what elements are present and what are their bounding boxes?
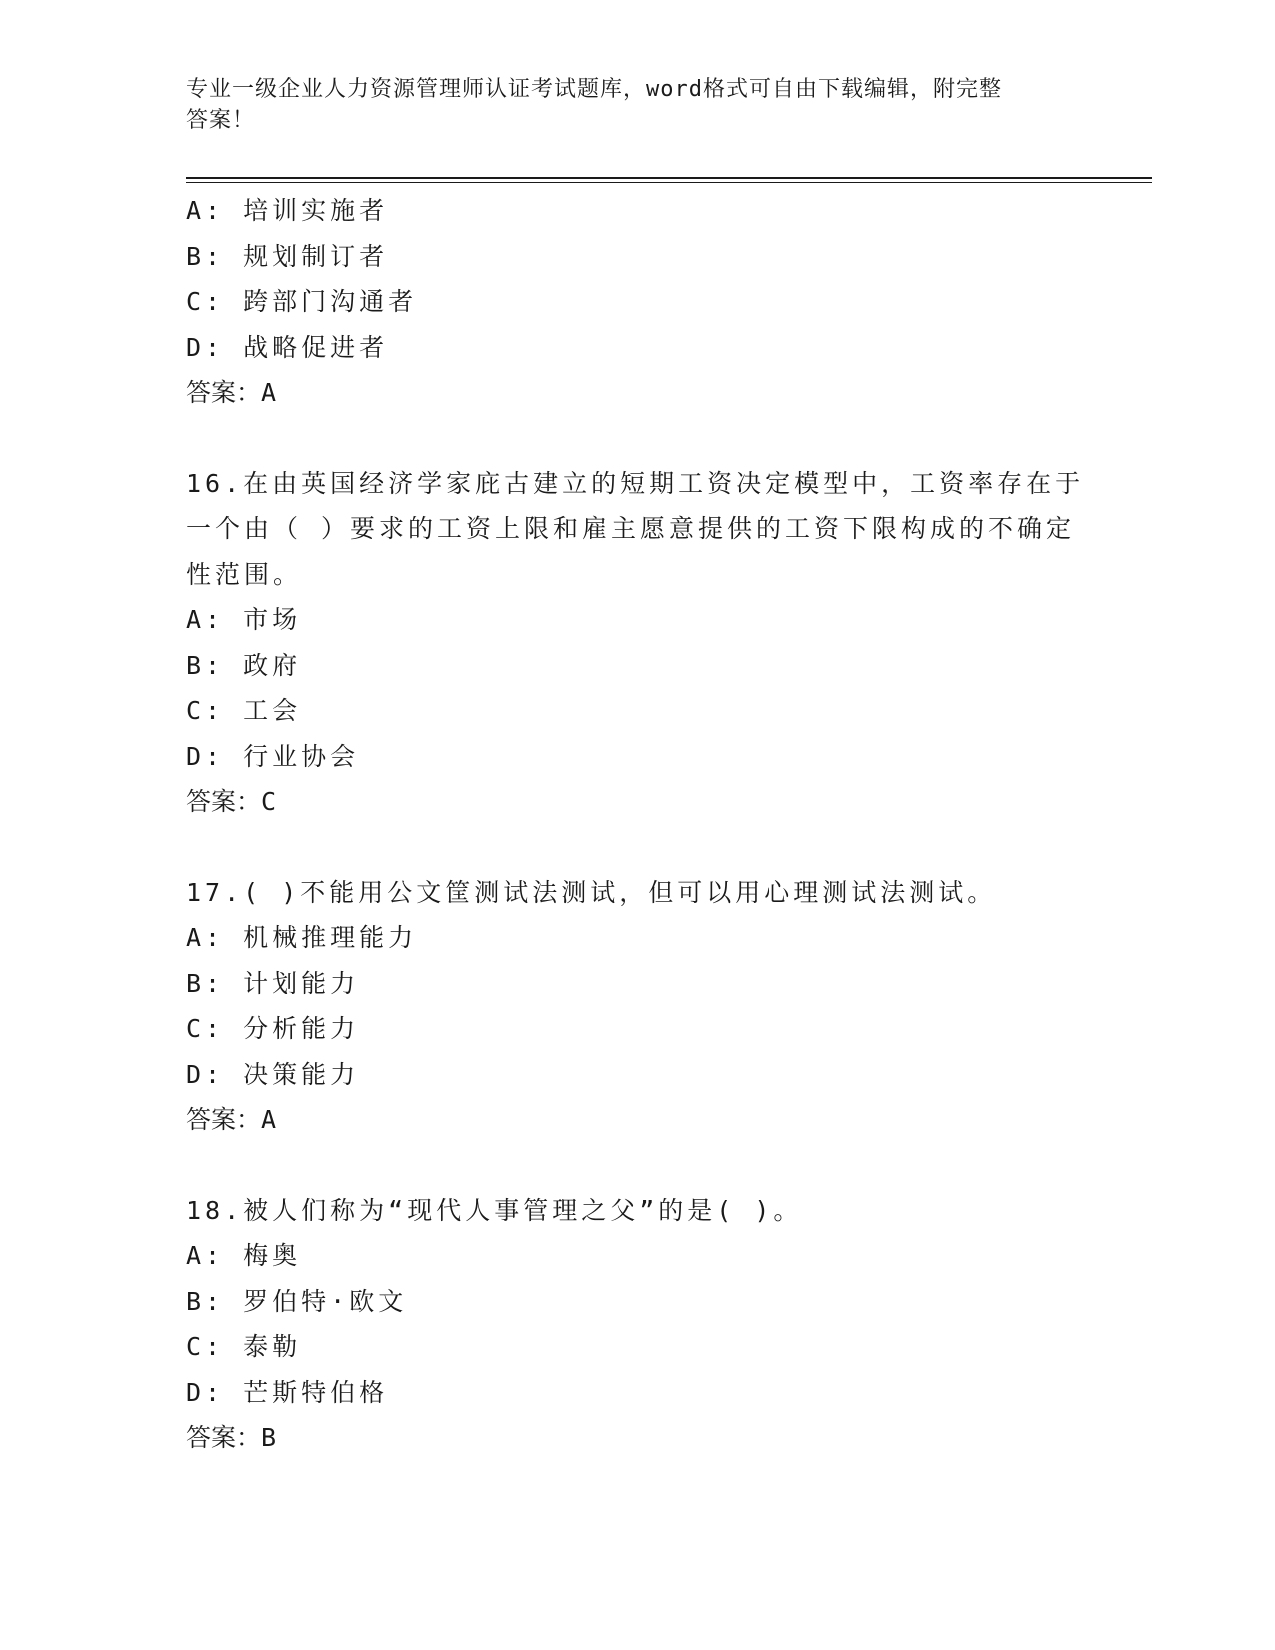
option-a: A: 梅奥 (186, 1241, 302, 1270)
question-17 (186, 870, 1086, 1143)
option-c: C: 泰勒 (186, 1332, 302, 1361)
question-stem-line-1: 17.( )不能用公文筐测试法测试，但可以用心理测试法测试。 (186, 877, 997, 907)
answer-label: 答案： (186, 1105, 262, 1134)
question-16 (186, 461, 1086, 825)
option-b: B: 政府 (186, 650, 302, 680)
question-18 (186, 1188, 1086, 1461)
option-d: D: 战略促进者 (186, 332, 389, 362)
option-b: B: 罗伯特·欧文 (186, 1286, 408, 1316)
answer-line (186, 1097, 1086, 1143)
question-list (186, 188, 1086, 1461)
question-stem-line-2: 一个由（ ）要求的工资上限和雇主愿意提供的工资下限构成的不确定 (186, 514, 1076, 543)
option-d: D: 行业协会 (186, 741, 360, 771)
answer-value: C (261, 787, 278, 816)
question-15 (186, 188, 1086, 416)
answer-value: B (261, 1423, 278, 1452)
answer-line (186, 779, 1086, 825)
option-c: C: 工会 (186, 696, 302, 725)
answer-label: 答案： (186, 378, 262, 407)
option-a: A: 培训实施者 (186, 196, 389, 225)
answer-label: 答案： (186, 1423, 262, 1452)
option-a: A: 机械推理能力 (186, 923, 418, 952)
option-c: C: 跨部门沟通者 (186, 287, 418, 316)
document-header (186, 74, 1066, 136)
header-line-1: 专业一级企业人力资源管理师认证考试题库，word格式可自由下载编辑，附完整 (186, 77, 1002, 102)
option-d: D: 芒斯特伯格 (186, 1377, 389, 1407)
header-divider-thin (186, 182, 1152, 183)
answer-value: A (261, 378, 278, 407)
answer-line (186, 370, 1086, 416)
option-d: D: 决策能力 (186, 1059, 360, 1089)
question-stem-line-1: 16.在由英国经济学家庇古建立的短期工资决定模型中，工资率存在于 (186, 468, 1085, 498)
header-divider-thick (186, 177, 1152, 179)
option-b: B: 规划制订者 (186, 241, 389, 271)
question-stem-line-3: 性范围。 (186, 559, 303, 589)
answer-value: A (261, 1105, 278, 1134)
option-c: C: 分析能力 (186, 1014, 360, 1043)
answer-line (186, 1415, 1086, 1461)
header-line-2: 答案！ (186, 108, 256, 133)
answer-label: 答案： (186, 787, 262, 816)
option-b: B: 计划能力 (186, 968, 360, 998)
question-stem-line-1: 18.被人们称为“现代人事管理之父”的是( )。 (186, 1195, 803, 1225)
option-a: A: 市场 (186, 605, 302, 634)
